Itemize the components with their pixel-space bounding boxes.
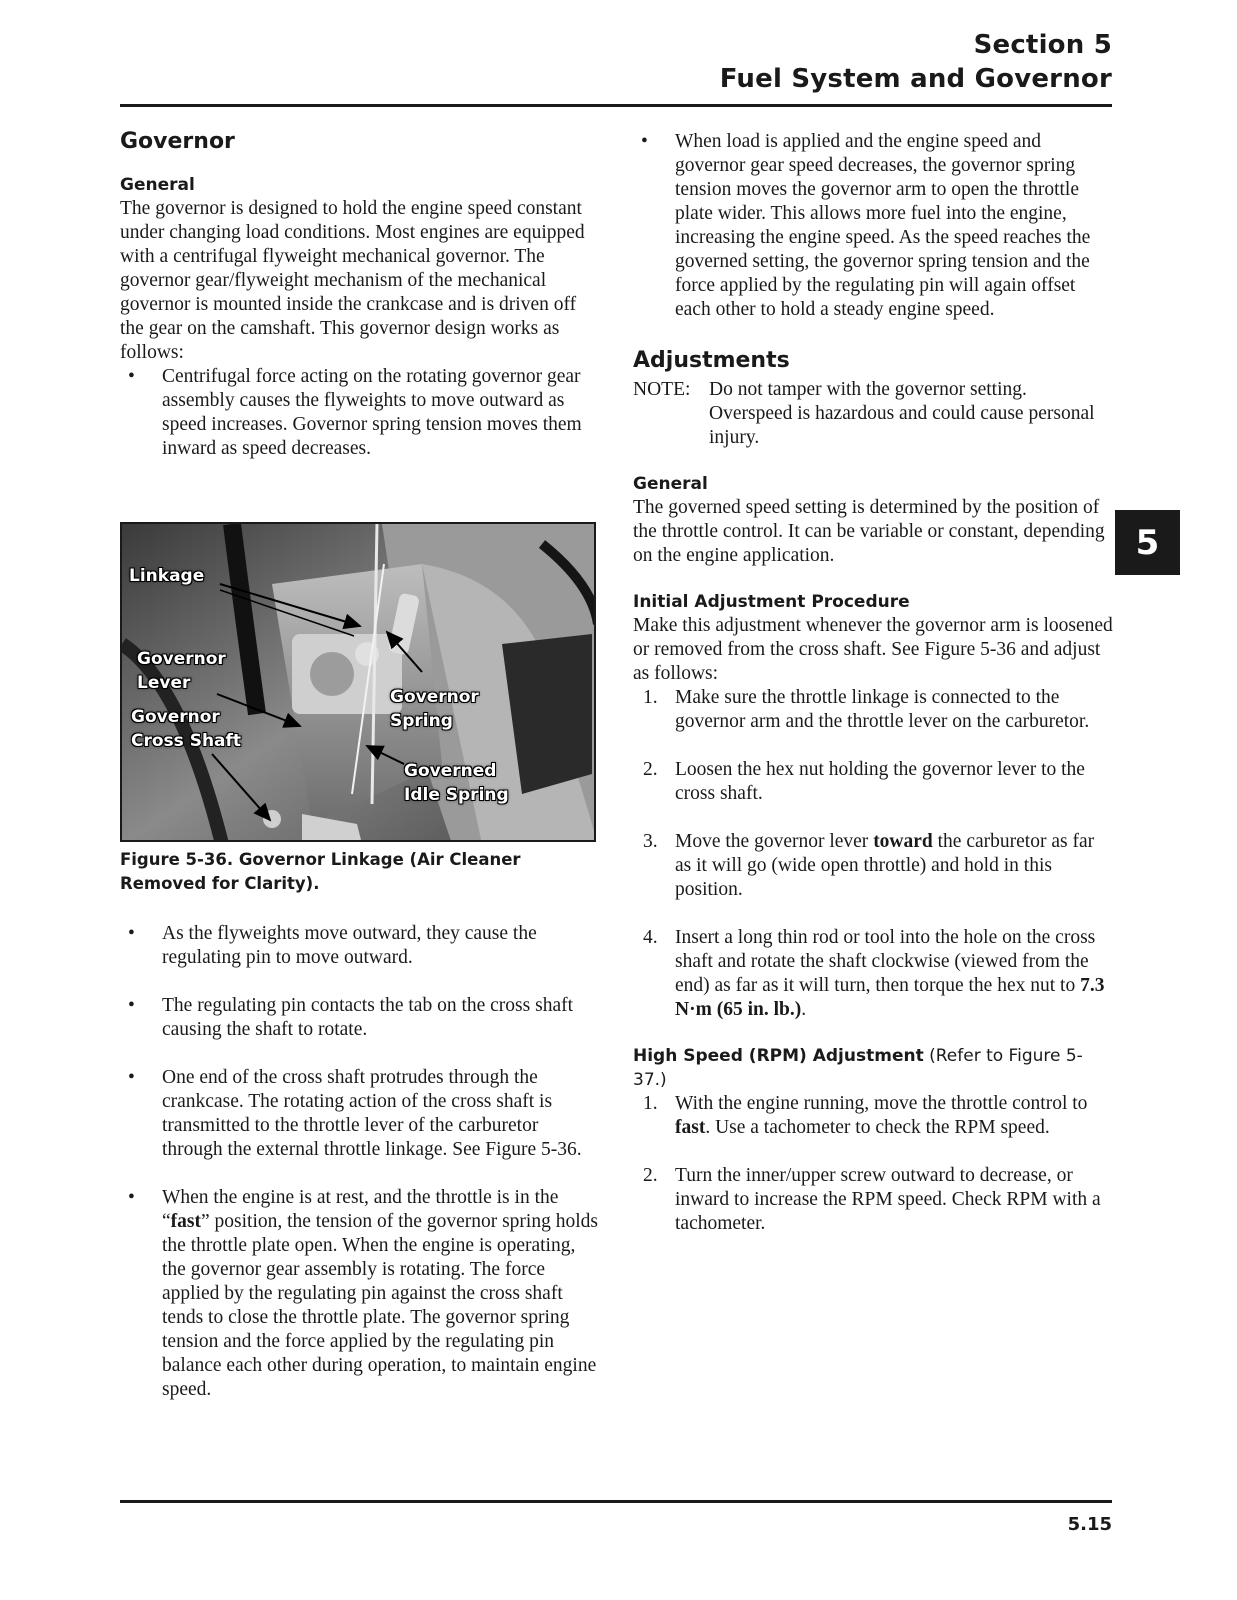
section-number: Section 5 [973, 30, 1112, 60]
left-column-lower [120, 922, 598, 1402]
list-item: 3. Move the governor lever toward the carburetor as far as it will go (wide open throttle) and hold in this position. [643, 831, 1095, 900]
left-column [120, 125, 598, 461]
high-speed-ref: (Refer to Figure 5-37.) [633, 1046, 1083, 1090]
label-governor-spring-line2: Spring [390, 711, 453, 731]
governor-bullets-bottom [120, 922, 598, 1402]
page-number: 5.15 [1067, 1514, 1112, 1535]
governor-bullets-right [633, 130, 1113, 322]
governor-intro: The governor is designed to hold the engine speed constant under changing load conditions. Most engines are equipped with a centrifugal flyweight mechanical governor. The governor gear/flyweight mechanism of the mechanical governor is mounted inside the crankcase and is driven off the gear on the camshaft. This governor design works as follows: [120, 198, 585, 363]
governor-heading: Governor [120, 129, 235, 154]
bullet-glyph: • [128, 995, 135, 1016]
initial-adjustment-steps [633, 686, 1113, 1022]
bullet-glyph: • [128, 1067, 135, 1088]
adjustments-heading: Adjustments [633, 348, 790, 373]
general-subheading: General [120, 175, 195, 195]
list-item: 2. Turn the inner/upper screw outward to decrease, or inward to increase the RPM speed. Check RPM with a tachometer. [643, 1165, 1101, 1234]
page-header [720, 28, 1112, 96]
section-tab-marker: 5 [1115, 510, 1180, 575]
high-speed-heading: High Speed (RPM) Adjustment [633, 1046, 924, 1066]
list-item: 4. Insert a long thin rod or tool into the hole on the cross shaft and rotate the shaft clockwise (viewed from the end) as far as it will turn, then torque the hex nut to 7.3 N·m (65 in. lb.). [643, 927, 1105, 1020]
right-column [633, 130, 1113, 1236]
list-item: 2. Loosen the hex nut holding the governor lever to the cross shaft. [643, 759, 1085, 804]
initial-adjustment-text: Make this adjustment whenever the governor arm is loosened or removed from the cross shaft. See Figure 5-36 and adjust as follows: [633, 615, 1113, 684]
bullet-glyph: • [128, 1187, 135, 1208]
header-rule [120, 104, 1112, 107]
bullet-glyph: • [128, 923, 135, 944]
list-item: • When load is applied and the engine speed and governor gear speed decreases, the governor spring tension moves the governor arm to open the throttle plate wider. This allows more fuel into the engine, increasing the engine speed. As the speed reaches the governed setting, the governor spring tension and the force applied by the regulating pin will again offset each other to hold a steady engine speed. [641, 131, 1091, 320]
list-item: • Centrifugal force acting on the rotating governor gear assembly causes the flyweights to move outward as speed increases. Governor spring tension moves them inward as speed decreases. [128, 366, 582, 459]
label-governor-lever-line2: Lever [137, 673, 191, 693]
high-speed-steps [633, 1092, 1113, 1236]
label-governor-spring-line1: Governor [390, 687, 479, 707]
label-governor-lever-line1: Governor [137, 649, 226, 669]
governor-bullets-top [120, 365, 598, 461]
label-cross-shaft-line1: Governor [131, 707, 220, 727]
figure-caption: Figure 5-36. Governor Linkage (Air Cleaner Removed for Clarity). [120, 850, 521, 893]
bullet-glyph: • [128, 366, 135, 387]
list-item: • The regulating pin contacts the tab on the cross shaft causing the shaft to rotate. [128, 995, 574, 1040]
list-item: 1. Make sure the throttle linkage is connected to the governor arm and the throttle lever on the carburetor. [643, 687, 1090, 732]
adjust-general-heading: General [633, 474, 708, 494]
adjust-general-text: The governed speed setting is determined by the position of the throttle control. It can be variable or constant, depending on the engine application. [633, 497, 1105, 566]
footer-rule [120, 1500, 1112, 1503]
figure-governor-linkage [120, 522, 596, 842]
section-title: Fuel System and Governor [719, 64, 1112, 94]
label-idle-spring-line2: Idle Spring [404, 785, 509, 805]
note-text: Do not tamper with the governor setting. Overspeed is hazardous and could cause personal injury. [709, 379, 1095, 448]
list-item: • When the engine is at rest, and the throttle is in the “fast” position, the tension of the governor spring holds the throttle plate open. When the engine is operating, the governor gear assembly is rotating. The force applied by the regulating pin against the cross shaft tends to close the throttle plate. The governor spring tension and the force applied by the regulating pin balance each other during operation, to maintain engine speed. [128, 1187, 598, 1400]
list-item: 1. With the engine running, move the throttle control to fast. Use a tachometer to check the RPM speed. [643, 1093, 1088, 1138]
label-linkage: Linkage [129, 566, 205, 586]
bullet-glyph: • [641, 131, 648, 152]
label-idle-spring-line1: Governed [404, 761, 497, 781]
high-speed-heading-line [633, 1044, 1113, 1092]
label-cross-shaft-line2: Cross Shaft [131, 731, 242, 751]
note-label: NOTE: [633, 379, 691, 400]
list-item: • As the flyweights move outward, they cause the regulating pin to move outward. [128, 923, 537, 968]
list-item: • One end of the cross shaft protrudes through the crankcase. The rotating action of the cross shaft is transmitted to the throttle lever of the carburetor through the external throttle linkage. See Figure 5-36. [128, 1067, 582, 1160]
note-block [633, 378, 1113, 450]
initial-adjustment-heading: Initial Adjustment Procedure [633, 592, 910, 612]
